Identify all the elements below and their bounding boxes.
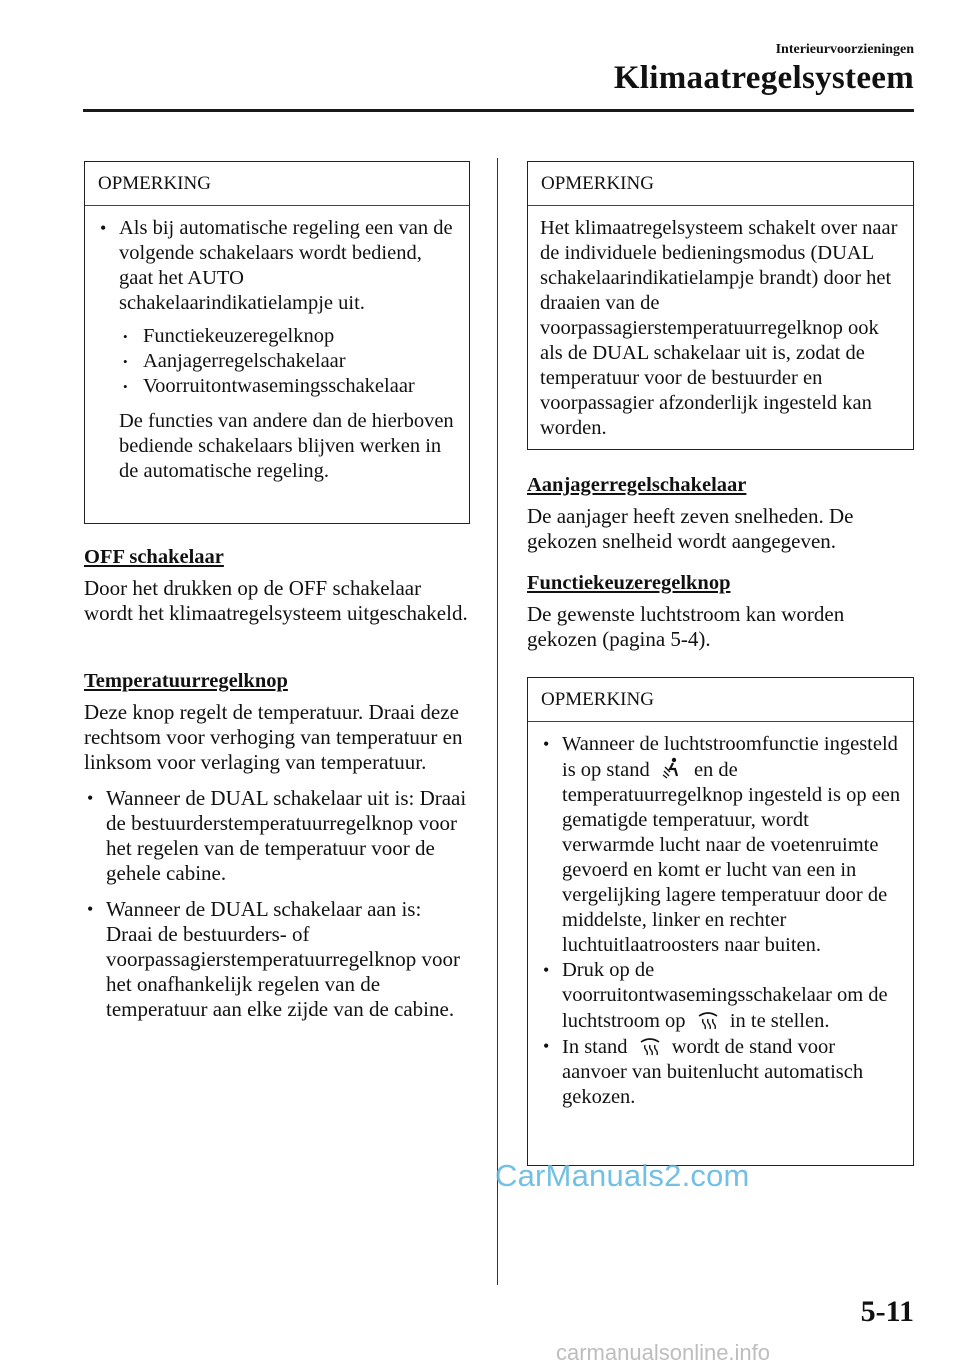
temp-text: Deze knop regelt de temperatuur. Draai deze rechtsom voor verhoging van temperatuur en linksom voor verlaging van temperatuur. [84, 700, 463, 774]
fan-heading: Aanjagerregelschakelaar [527, 474, 747, 496]
note-heading: OPMERKING [528, 162, 913, 206]
note-body [528, 206, 913, 451]
bullet-text: in te stellen. [729, 1010, 830, 1032]
temp-bullet: • Wanneer de DUAL schakelaar uit is: Draai de bestuurderstemperatuurregelknop voor het regelen van de temperatuur voor de gehele cabine. [84, 786, 468, 886]
off-heading: OFF schakelaar [84, 546, 224, 568]
watermark: CarManuals2.com [495, 1158, 750, 1193]
note-heading: OPMERKING [528, 678, 913, 722]
note-bullet [540, 958, 901, 1034]
note-subitem: • Aanjagerregelschakelaar [97, 349, 457, 374]
page-title: Klimaatregelsysteem [613, 60, 914, 96]
footer-url: carmanualsonline.info [556, 1340, 771, 1365]
note-subitem: • Voorruitontwasemingsschakelaar [97, 374, 457, 399]
bullet-text: wordt de stand voor aanvoer van buitenlucht automatisch gekozen. [562, 1036, 864, 1108]
fan-text: De aanjager heeft zeven snelheden. De gekozen snelheid wordt aangegeven. [527, 504, 854, 553]
note-box-right-bottom [527, 677, 914, 1166]
bullet-text: Wanneer de luchtstroomfunctie ingesteld is op stand [562, 733, 898, 781]
bullet-text: Druk op de voorruitontwasemingsschakelaar om de luchtstroom op [562, 959, 888, 1032]
section-label: Interieurvoorzieningen [775, 42, 914, 57]
off-section [84, 545, 468, 626]
note-bullet: • Als bij automatische regeling een van de volgende schakelaars wordt bediend, gaat het AUTO schakelaarindikatielampje uit. [97, 216, 457, 316]
note-paragraph: De functies van andere dan de hierboven bediende schakelaars blijven werken in de automatische regeling. [119, 410, 454, 482]
func-text: De gewenste luchtstroom kan worden gekozen (pagina 5-4). [527, 602, 845, 651]
note-box-left [84, 161, 470, 524]
temp-section [84, 669, 468, 1033]
defroster-icon [639, 1034, 661, 1056]
note-paragraph: Het klimaatregelsysteem schakelt over naar de individuele bedieningsmodus (DUAL schakelaarindikatielampje brandt) door het draaien van de voorpassagierstemperatuurregelknop ook als de DUAL schakelaar uit is, zodat de temperatuur voor de bestuurder en voorpassagier afzonderlijk ingesteld kan worden. [540, 217, 898, 439]
column-divider [497, 158, 498, 1285]
page-number: 5-11 [860, 1295, 914, 1328]
note-box-right-top [527, 161, 914, 450]
note-bullet [540, 732, 901, 958]
note-body [528, 722, 913, 1120]
func-heading: Functiekeuzeregelknop [527, 572, 731, 594]
temp-bullet: • Wanneer de DUAL schakelaar aan is: Draai de bestuurders- of voorpassagierstemperatuurregelknop voor het onafhankelijk regelen van de temperatuur aan elke zijde van de cabine. [84, 897, 468, 1022]
note-body [85, 206, 469, 494]
bullet-text: In stand [562, 1036, 628, 1058]
note-subitem: • Functiekeuzeregelknop [97, 324, 457, 349]
bullet-text: en de temperatuurregelknop ingesteld is op een gematigde temperatuur, wordt verwarmde lucht naar de voetenruimte gevoerd en komt er lucht van een in vergelijking lagere temperatuur door de middelste, linker en rechter luchtuitlaatroosters naar buiten. [562, 759, 901, 956]
floor-mode-icon [661, 757, 683, 779]
note-heading: OPMERKING [85, 162, 469, 206]
temp-heading: Temperatuurregelknop [84, 670, 288, 692]
fan-section [527, 473, 915, 554]
off-text: Door het drukken op de OFF schakelaar wordt het klimaatregelsysteem uitgeschakeld. [84, 576, 468, 625]
defroster-icon [697, 1008, 719, 1030]
func-section [527, 571, 915, 652]
note-bullet [540, 1034, 901, 1110]
header-rule [83, 109, 914, 112]
